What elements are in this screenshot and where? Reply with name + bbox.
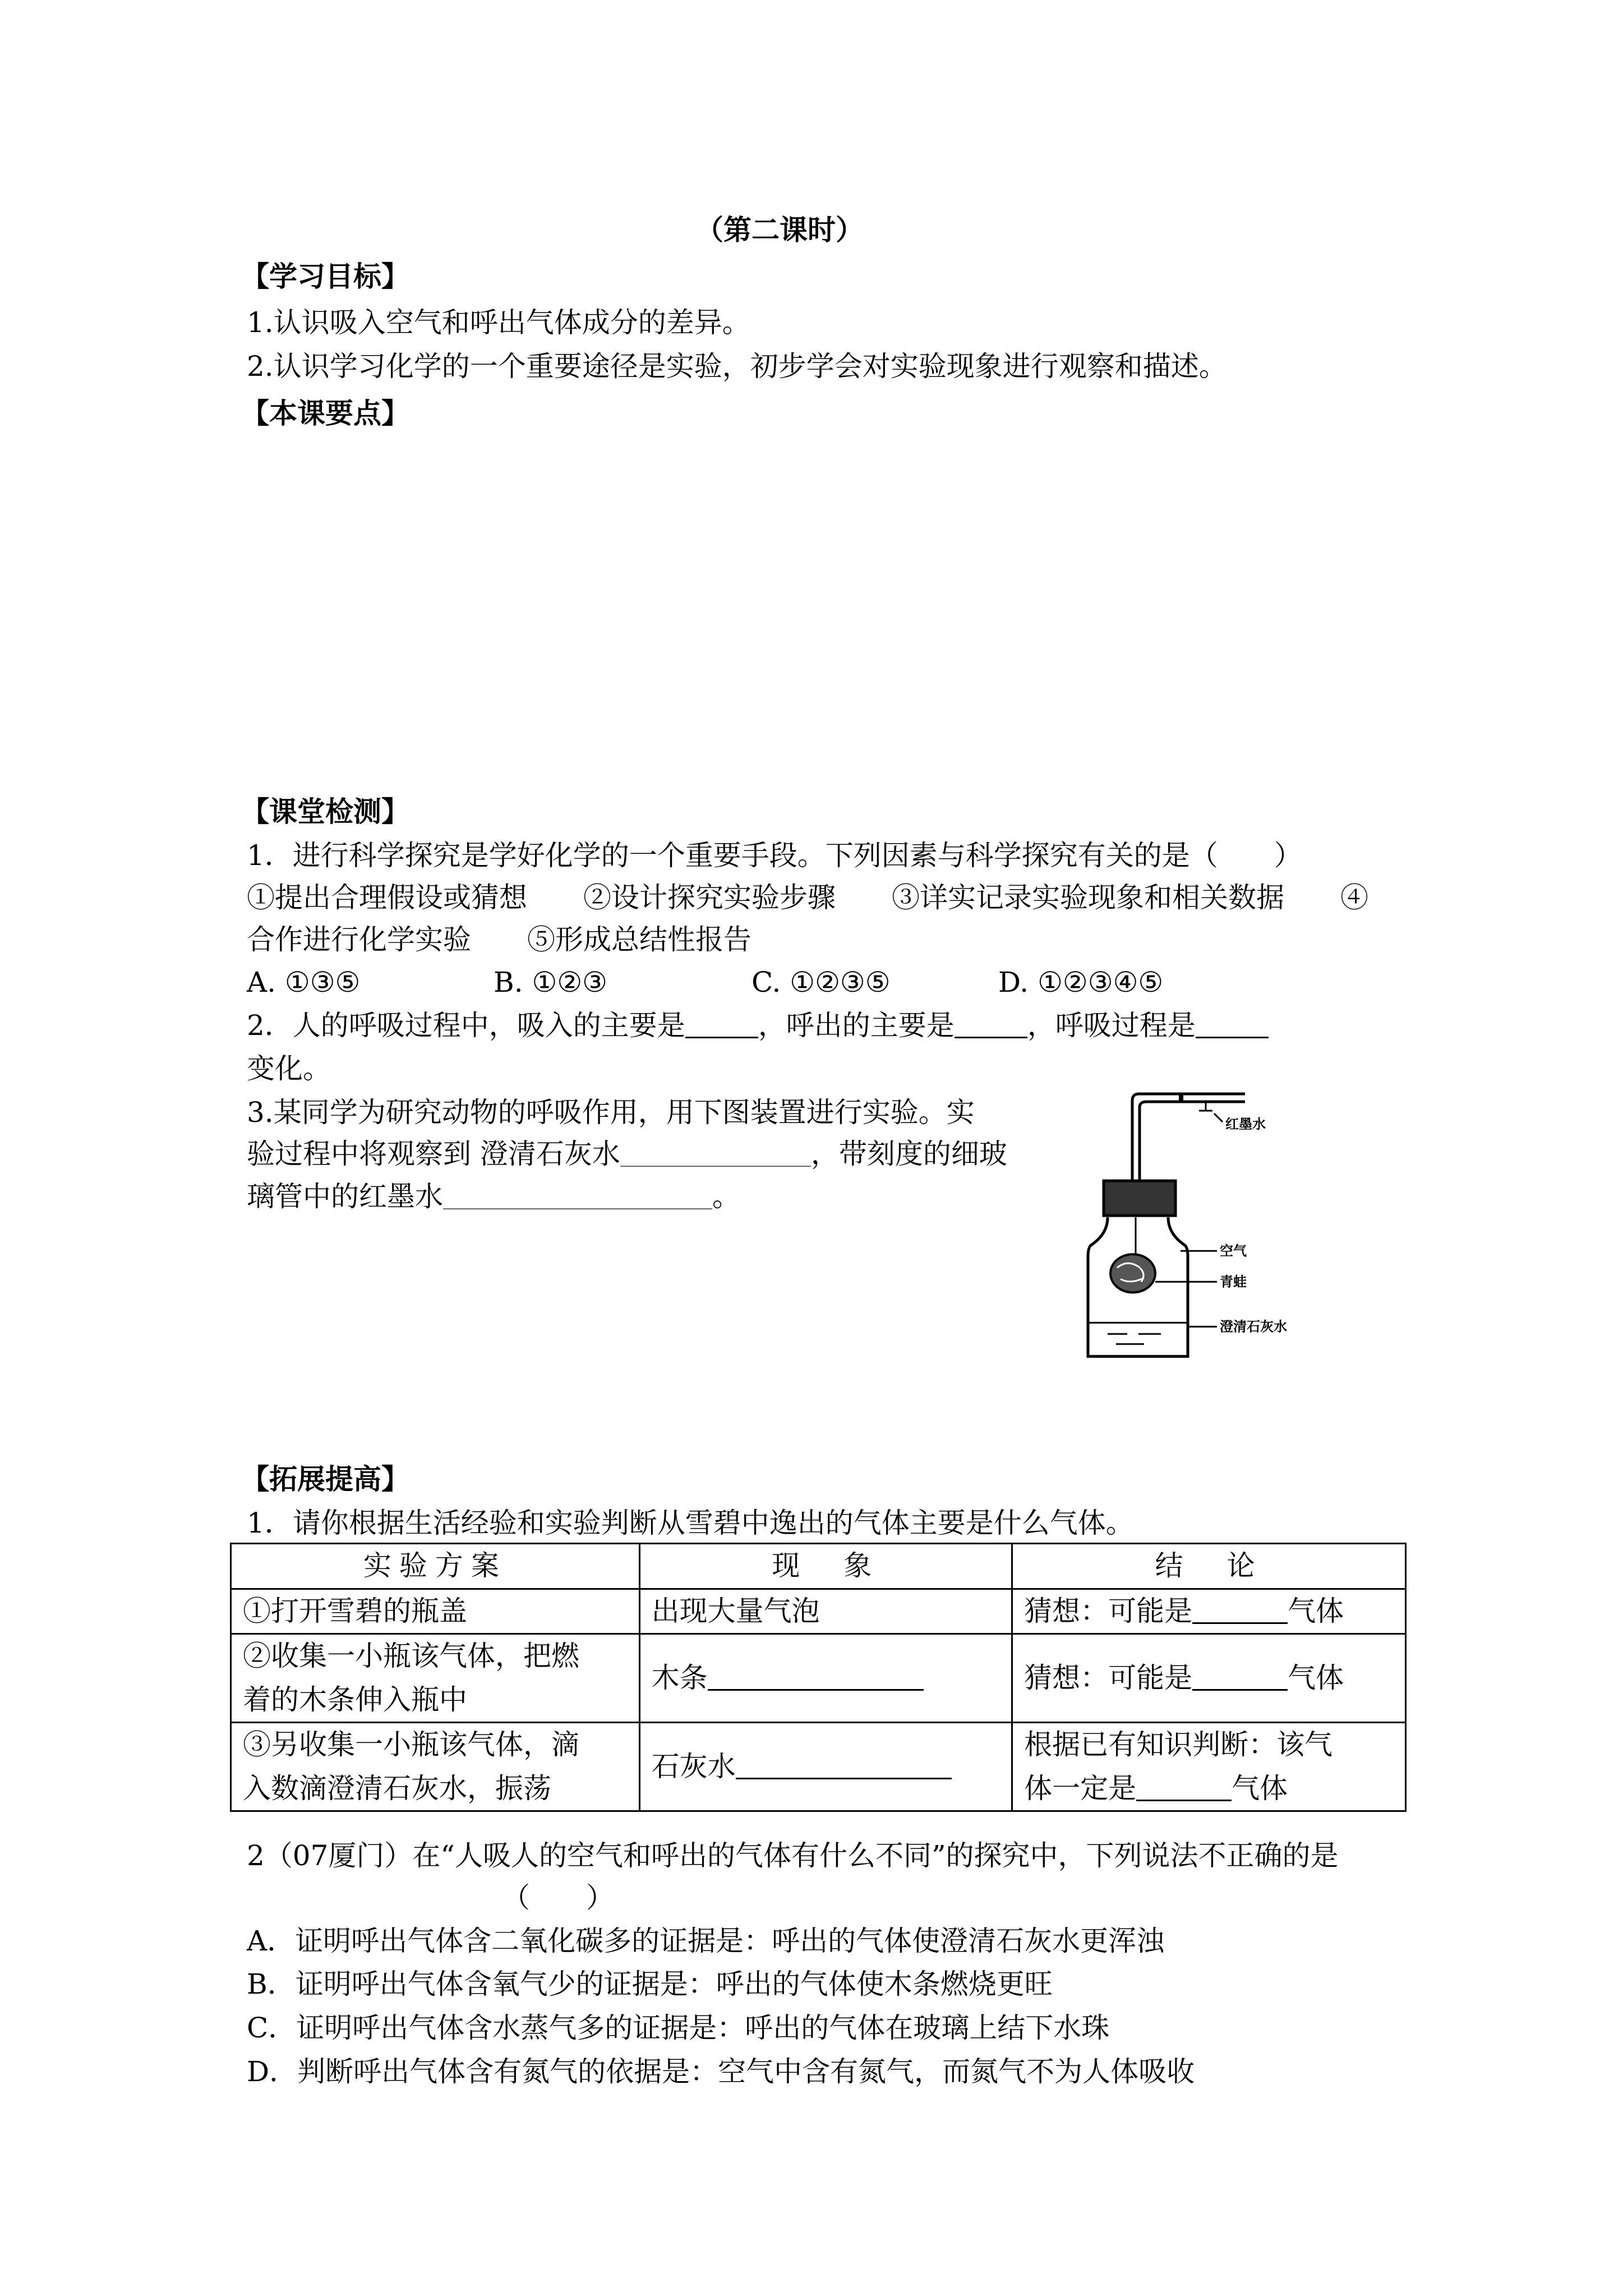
question-2-line1 [247,1009,1269,1042]
answer-blank[interactable] [1196,1012,1269,1038]
option-a: A．证明呼出气体含二氧化碳多的证据是：呼出的气体使澄清石灰水更浑浊 [247,1925,1165,1957]
answer-blank[interactable] [620,1141,811,1167]
answer-blank[interactable] [1136,1775,1232,1801]
table-row [231,1634,1406,1723]
question-2-part2: ，呼出的主要是 [758,1009,955,1042]
answer-blank[interactable] [1192,1598,1288,1624]
header-conclusion: 结 论 [1012,1544,1406,1589]
question-1-factors-line1: ①提出合理假设或猜想 ②设计探究实验步骤 ③详实记录实验现象和相关数据 ④ [247,881,1368,914]
question-3-line3 [247,1182,740,1211]
table-row [231,1723,1406,1811]
extension-question-2-line1: 2（07厦门）在“人吸人的空气和呼出的气体有什么不同”的探究中，下列说法不正确的是 [247,1839,1339,1872]
answer-blank[interactable] [685,1012,758,1038]
objective-item: 1.认识吸入空气和呼出气体成分的差异。 [247,306,750,339]
lesson-title: （第二课时） [695,213,864,246]
plan-cell [231,1723,640,1811]
plan-text: ①打开雪碧的瓶盖 [243,1594,467,1627]
label-air: 空气 [1220,1243,1247,1259]
frog-shape [1110,1254,1155,1292]
extension-heading: 【拓展提高】 [241,1462,409,1496]
objectives-heading: 【学习目标】 [241,260,409,293]
plan-text: ③另收集一小瓶该气体，滴 [243,1728,579,1761]
question-3-line2b: ，带刻度的细玻 [810,1138,1007,1170]
option-b: B．证明呼出气体含氧气少的证据是：呼出的气体使木条燃烧更旺 [247,1968,1053,2000]
conclusion-cell [1012,1589,1406,1634]
phenomenon-cell [639,1589,1012,1634]
answer-blank[interactable] [955,1012,1027,1038]
conclusion-cell [1012,1634,1406,1723]
label-frog: 青蛙 [1220,1274,1247,1290]
conclusion-text: 气体 [1288,1594,1344,1627]
phenomenon-cell [639,1634,1012,1723]
question-3-line2a: 验过程中将观察到 澄清石灰水 [247,1138,620,1170]
plan-text: 入数滴澄清石灰水，振荡 [243,1772,551,1805]
option-c: C．证明呼出气体含水蒸气多的证据是：呼出的气体在玻璃上结下水珠 [247,2012,1110,2044]
apparatus-figure [1054,1088,1307,1386]
option-d: D. ①②③④⑤ [998,966,1164,999]
question-2-line2: 变化。 [247,1052,331,1085]
plan-cell [231,1589,640,1634]
plan-cell [231,1634,640,1723]
phenomenon-cell [639,1723,1012,1811]
option-c: C. ①②③⑤ [751,966,891,999]
conclusion-text: 猜想：可能是 [1024,1661,1193,1694]
option-d: D．判断呼出气体含有氮气的依据是：空气中含有氮气，而氮气不为人体吸收 [247,2055,1195,2088]
classroom-test-heading: 【课堂检测】 [241,795,409,828]
answer-blank[interactable] [708,1664,924,1691]
plan-text: 着的木条伸入瓶中 [243,1683,467,1716]
option-b: B. ①②③ [494,966,608,999]
option-a: A. ①③⑤ [247,966,361,999]
extension-question-1-stem: 1．请你根据生活经验和实验判断从雪碧中逸出的气体主要是什么气体。 [247,1507,1134,1539]
question-2-part1: 2．人的呼吸过程中，吸入的主要是 [247,1009,685,1042]
conclusion-cell [1012,1723,1406,1811]
phenomenon-text: 石灰水 [651,1750,736,1783]
phenomenon-text: 出现大量气泡 [651,1594,820,1627]
label-limewater: 澄清石灰水 [1220,1319,1287,1335]
question-1-factors-line2: 合作进行化学实验 ⑤形成总结性报告 [247,923,751,956]
key-points-heading: 【本课要点】 [241,397,409,430]
conclusion-text: 气体 [1288,1661,1344,1694]
phenomenon-text: 木条 [651,1661,708,1694]
objective-item: 2.认识学习化学的一个重要途径是实验，初步学会对实验现象进行观察和描述。 [247,350,1227,383]
question-2-part3: ，呼吸过程是 [1027,1009,1196,1042]
question-3-line3a: 璃管中的红墨水 [247,1180,443,1213]
question-3-line1: 3.某同学为研究动物的呼吸作用，用下图装置进行实验。实 [247,1096,975,1129]
table-row [231,1589,1406,1634]
conclusion-text: 气体 [1232,1772,1288,1805]
answer-blank[interactable] [1192,1664,1288,1691]
answer-blank[interactable] [736,1753,952,1779]
answer-blank[interactable] [443,1184,712,1209]
header-plan: 实验方案 [231,1544,640,1589]
question-3-line2 [247,1140,1007,1168]
question-3-line3b: 。 [712,1180,740,1213]
conclusion-text: 根据已有知识判断：该气 [1024,1728,1333,1761]
conclusion-text: 猜想：可能是 [1024,1594,1193,1627]
header-phenomenon: 现 象 [639,1544,1012,1589]
plan-text: ②收集一小瓶该气体，把燃 [243,1640,579,1672]
conclusion-text: 体一定是 [1024,1772,1137,1805]
experiment-table [230,1543,1407,1812]
question-1-stem: 1．进行科学探究是学好化学的一个重要手段。下列因素与科学探究有关的是（ ） [247,839,1302,872]
label-red-ink: 红墨水 [1225,1116,1266,1132]
table-header-row [231,1544,1406,1589]
extension-question-2-line2: （ ） [502,1881,614,1914]
